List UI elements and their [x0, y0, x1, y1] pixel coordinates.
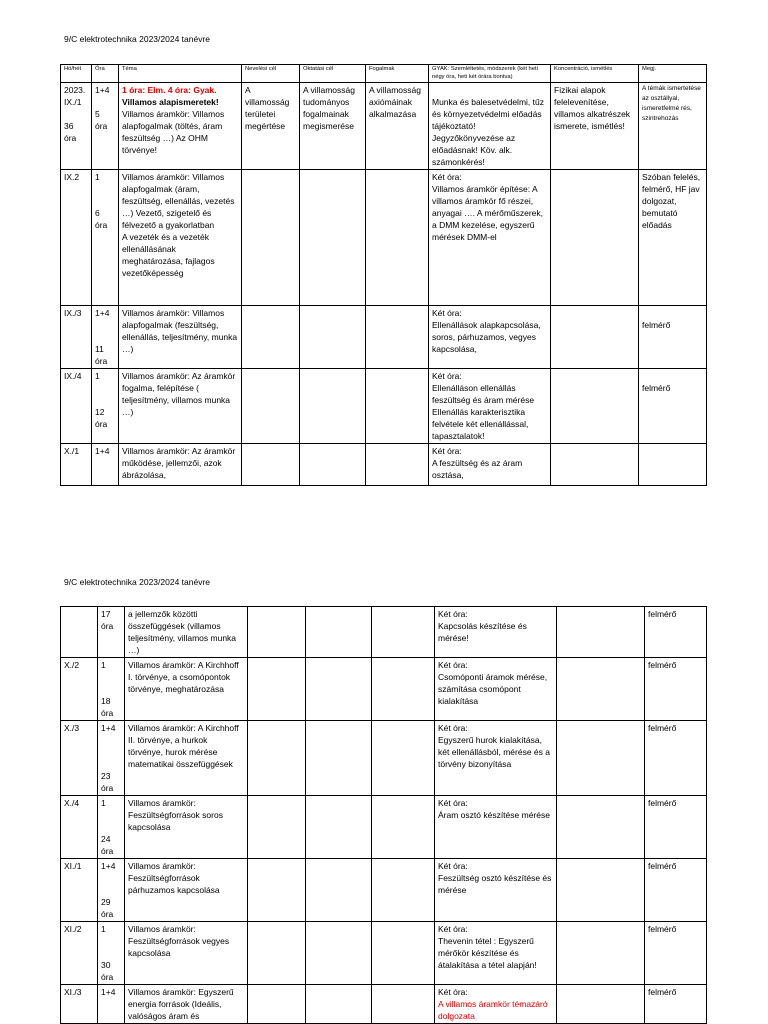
cell-notes: felmérő	[645, 796, 707, 859]
cell-topic: Villamos áramkör: Feszültségforrások vegyes kapcsolása	[125, 922, 248, 985]
cell-topic: Villamos áramkör: Feszültségforrások párhuzamos kapcsolása	[125, 859, 248, 922]
table-row	[61, 658, 707, 721]
cell-concentration	[557, 859, 645, 922]
cell-educational-goal	[248, 922, 306, 985]
cell-educational-goal	[248, 607, 306, 658]
table-row	[61, 83, 707, 170]
table-row	[61, 985, 707, 1024]
cell-hours: 1 18 óra	[98, 658, 125, 721]
cell-concepts: A villamosság axiómáinak alkalmazása	[366, 83, 429, 170]
cell-practice: Két óra: Ellenálláson ellenállás feszültség és áram mérése Ellenállás karakterisztika felvétele két ellenállással, tapasztalatok!	[429, 369, 551, 444]
cell-hours: 1+4	[98, 985, 125, 1024]
practice-exam-note: A villamos áramkör témazáró dolgozata	[438, 999, 548, 1021]
cell-month-week: IX./4	[61, 369, 92, 444]
cell-teaching-goal	[306, 859, 372, 922]
cell-concentration	[551, 170, 639, 306]
cell-educational-goal	[248, 796, 306, 859]
cell-topic: Villamos áramkör: A Kirchhoff I. törvénye, a csomópontok törvénye, meghatározása	[125, 658, 248, 721]
header-hours: Óra	[92, 65, 119, 83]
cell-educational-goal	[242, 444, 300, 486]
cell-practice: Két óra: A feszültség és az áram osztása,	[429, 444, 551, 486]
cell-concentration	[551, 444, 639, 486]
cell-hours: 17 óra	[98, 607, 125, 658]
cell-notes: Szóban felelés, felmérő, HF jav dolgozat, bemutató előadás	[639, 170, 707, 306]
table-header-row	[61, 65, 707, 83]
cell-teaching-goal	[306, 985, 372, 1024]
cell-topic: Villamos áramkör: Feszültségforrások soros kapcsolása	[125, 796, 248, 859]
cell-hours: 1+4	[92, 444, 119, 486]
cell-topic: Villamos áramkör: Az áramkör működése, jellemzői, azok ábrázolása,	[119, 444, 242, 486]
table-row	[61, 922, 707, 985]
table-row	[61, 859, 707, 922]
cell-hours: 1+4 5 óra	[92, 83, 119, 170]
cell-concepts	[366, 170, 429, 306]
cell-teaching-goal	[306, 658, 372, 721]
table-row	[61, 369, 707, 444]
cell-concepts	[366, 369, 429, 444]
table-row	[61, 607, 707, 658]
cell-concepts	[372, 859, 435, 922]
page-title: 9/C elektrotechnika 2023/2024 tanévre	[64, 577, 211, 587]
table-row	[61, 170, 707, 306]
cell-notes: felmérő	[639, 306, 707, 369]
cell-topic: Villamos áramkör: Villamos alapfogalmak (áram, feszültség, ellenállás, vezetés …) Vezető, szigetelő és félvezető a gyakorlatban A vezeték és a vezeték ellenállásának meghatározása, fajlagos vezetőképesség	[119, 170, 242, 306]
cell-notes: felmérő	[645, 922, 707, 985]
topic-red-heading: 1 óra: Elm. 4 óra: Gyak.	[122, 85, 217, 95]
cell-month-week: XI./3	[61, 985, 98, 1024]
header-practice-methods: GYAK: Szemléltetés, módszerek (két heti négy óra, heti két órára bontva)	[429, 65, 551, 83]
cell-notes: felmérő	[645, 658, 707, 721]
syllabus-table-page1	[60, 64, 707, 486]
cell-educational-goal	[248, 859, 306, 922]
cell-topic: a jellemzők közötti összefüggések (villamos teljesítmény, villamos munka …)	[125, 607, 248, 658]
cell-concepts	[372, 607, 435, 658]
cell-practice: Két óra: Villamos áramkör építése: A villamos áramkör fő részei, anyagai …. A mérőműszerek, a DMM kezelése, egyszerű mérések DMM-el	[429, 170, 551, 306]
cell-concepts	[372, 796, 435, 859]
cell-topic: Villamos áramkör: Villamos alapfogalmak (feszültség, ellenállás, teljesítmény, munka …)	[119, 306, 242, 369]
cell-practice: Két óra: Ellenállások alapkapcsolása, soros, párhuzamos, vegyes kapcsolása,	[429, 306, 551, 369]
cell-notes: felmérő	[645, 985, 707, 1024]
cell-concepts	[372, 922, 435, 985]
cell-hours: 1 30 óra	[98, 922, 125, 985]
table-row	[61, 444, 707, 486]
cell-hours: 1+4 29 óra	[98, 859, 125, 922]
cell-concepts	[372, 658, 435, 721]
syllabus-table-page2	[60, 606, 707, 1024]
cell-concentration: Fizikai alapok felelevenítése, villamos alkatrészek ismerete, ismétlés!	[551, 83, 639, 170]
cell-teaching-goal	[300, 444, 366, 486]
cell-topic: Villamos áramkör: Egyszerű energia források (Ideális, valóságos áram és	[125, 985, 248, 1024]
cell-teaching-goal	[306, 796, 372, 859]
cell-educational-goal	[248, 658, 306, 721]
header-month-week: Hó/hét	[61, 65, 92, 83]
cell-month-week: X./1	[61, 444, 92, 486]
cell-teaching-goal	[306, 721, 372, 796]
cell-educational-goal	[242, 170, 300, 306]
cell-educational-goal	[242, 369, 300, 444]
cell-concentration	[551, 369, 639, 444]
cell-hours: 1+4 11 óra	[92, 306, 119, 369]
cell-topic	[119, 83, 242, 170]
topic-text: Villamos áramkör: Villamos alapfogalmak (töltés, áram feszültség …) Az OHM törvénye!	[122, 109, 225, 155]
cell-notes	[639, 444, 707, 486]
cell-teaching-goal	[306, 922, 372, 985]
cell-practice: Két óra: Csomóponti áramok mérése, számítása csomópont kialakítása	[435, 658, 557, 721]
cell-hours: 1 6 óra	[92, 170, 119, 306]
cell-educational-goal	[248, 985, 306, 1024]
cell-hours: 1 24 óra	[98, 796, 125, 859]
cell-practice	[435, 985, 557, 1024]
cell-month-week: XI./2	[61, 922, 98, 985]
cell-concentration	[551, 306, 639, 369]
cell-topic: Villamos áramkör: Az áramkör fogalma, felépítése ( teljesítmény, villamos munka …)	[119, 369, 242, 444]
cell-notes: A témák ismertetése az osztállyal, ismeretfelmé rés, szintrehozás	[639, 83, 707, 170]
cell-concentration	[557, 721, 645, 796]
cell-practice: Munka és balesetvédelmi, tűz és környezetvédelmi előadás tájékoztató! Jegyzőkönyvezése az előadásnak! Köv. alk. számonkérés!	[429, 83, 551, 170]
cell-hours: 1+4 23 óra	[98, 721, 125, 796]
practice-text: Két óra:	[438, 987, 468, 997]
table-row	[61, 306, 707, 369]
cell-concentration	[557, 658, 645, 721]
cell-month-week: 2023. IX./1 36 óra	[61, 83, 92, 170]
header-topic: Téma	[119, 65, 242, 83]
cell-month-week: X./3	[61, 721, 98, 796]
cell-notes: felmérő	[645, 859, 707, 922]
cell-hours: 1 12 óra	[92, 369, 119, 444]
cell-month-week: IX.2	[61, 170, 92, 306]
cell-month-week	[61, 607, 98, 658]
cell-notes: felmérő	[645, 721, 707, 796]
cell-month-week: X./4	[61, 796, 98, 859]
header-concentration: Koncentráció, ismétlés	[551, 65, 639, 83]
cell-topic: Villamos áramkör: A Kirchhoff II. törvénye, a hurkok törvénye, hurok mérése matematikai összefüggések	[125, 721, 248, 796]
cell-concepts	[372, 985, 435, 1024]
page-title: 9/C elektrotechnika 2023/2024 tanévre	[64, 34, 211, 44]
cell-practice: Két óra: Feszültség osztó készítése és mérése	[435, 859, 557, 922]
cell-practice: Két óra: Thevenin tétel : Egyszerű mérőkör készítése és átalakítása a tétel alapján!	[435, 922, 557, 985]
cell-teaching-goal	[306, 607, 372, 658]
table-row	[61, 721, 707, 796]
cell-notes: felmérő	[639, 369, 707, 444]
cell-concentration	[557, 796, 645, 859]
cell-notes: felmérő	[645, 607, 707, 658]
cell-concepts	[366, 306, 429, 369]
cell-educational-goal	[242, 306, 300, 369]
header-notes: Megj.	[639, 65, 707, 83]
cell-teaching-goal: A villamosság tudományos fogalmainak megismerése	[300, 83, 366, 170]
cell-concentration	[557, 985, 645, 1024]
header-concepts: Fogalmak	[366, 65, 429, 83]
table-row	[61, 796, 707, 859]
cell-month-week: X./2	[61, 658, 98, 721]
cell-teaching-goal	[300, 369, 366, 444]
cell-teaching-goal	[300, 170, 366, 306]
topic-bold-heading: Villamos alapismeretek!	[122, 97, 219, 107]
cell-concepts	[372, 721, 435, 796]
cell-practice: Két óra: Áram osztó készítése mérése	[435, 796, 557, 859]
cell-educational-goal: A villamosság területei megértése	[242, 83, 300, 170]
cell-practice: Két óra: Kapcsolás készítése és mérése!	[435, 607, 557, 658]
cell-month-week: XI./1	[61, 859, 98, 922]
cell-month-week: IX./3	[61, 306, 92, 369]
cell-concepts	[366, 444, 429, 486]
cell-educational-goal	[248, 721, 306, 796]
cell-teaching-goal	[300, 306, 366, 369]
header-teaching-goal: Oktatási cél	[300, 65, 366, 83]
header-educational-goal: Nevelési cél	[242, 65, 300, 83]
cell-concentration	[557, 922, 645, 985]
cell-practice: Két óra: Egyszerű hurok kialakítása, két ellenállásból, mérése és a törvény bizonyítása	[435, 721, 557, 796]
cell-concentration	[557, 607, 645, 658]
